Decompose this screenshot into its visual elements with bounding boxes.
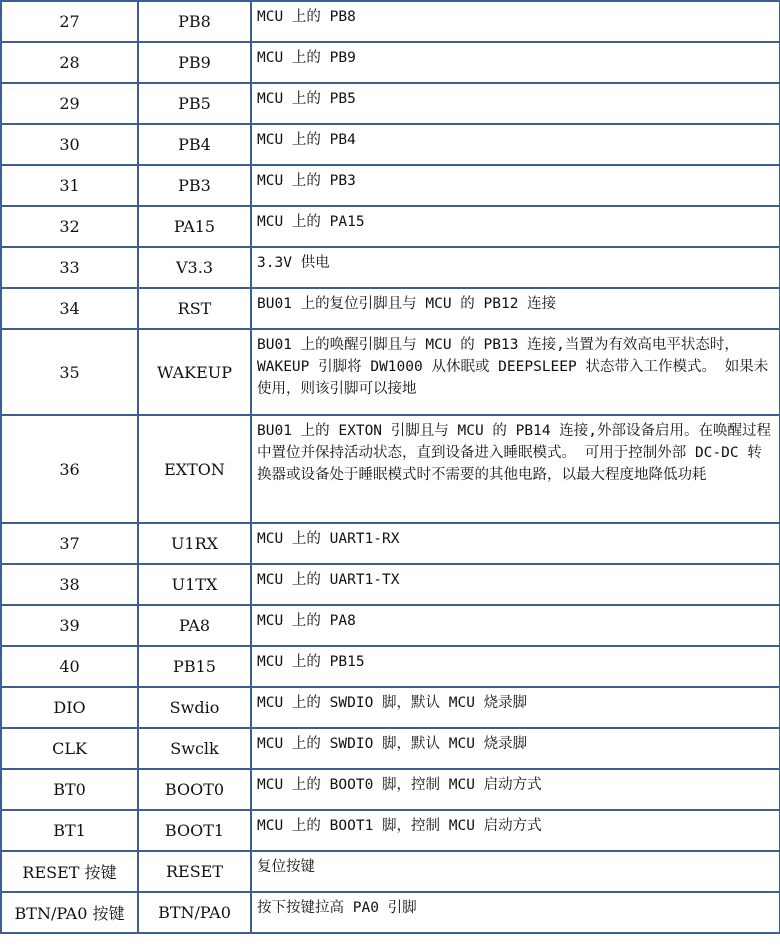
pin-number-cell: BTN/PA0 按键 (1, 892, 138, 933)
pin-number-cell: 30 (1, 124, 138, 165)
table-row (1, 165, 780, 206)
pin-name-cell: EXTON (138, 415, 251, 523)
pin-description-cell: MCU 上的 PB9 (251, 42, 780, 83)
pin-description-cell: MCU 上的 SWDIO 脚，默认 MCU 烧录脚 (251, 728, 780, 769)
pin-name-cell: PB8 (138, 1, 251, 42)
pin-description-cell: BU01 上的复位引脚且与 MCU 的 PB12 连接 (251, 288, 780, 329)
pin-number-cell: 35 (1, 329, 138, 415)
table-row (1, 728, 780, 769)
table-row (1, 646, 780, 687)
pin-number-cell: 38 (1, 564, 138, 605)
pin-name-cell: PB4 (138, 124, 251, 165)
pin-description-cell: 按下按键拉高 PA0 引脚 (251, 892, 780, 933)
pin-description-cell: MCU 上的 PA8 (251, 605, 780, 646)
pin-description-cell: 复位按键 (251, 851, 780, 892)
pin-description-cell: MCU 上的 PB4 (251, 124, 780, 165)
pin-description-cell: MCU 上的 UART1-TX (251, 564, 780, 605)
table-row (1, 83, 780, 124)
table-row (1, 769, 780, 810)
pin-name-cell: BOOT0 (138, 769, 251, 810)
pin-name-cell: PB5 (138, 83, 251, 124)
pin-name-cell: PB3 (138, 165, 251, 206)
table-row (1, 687, 780, 728)
pin-name-cell: PA15 (138, 206, 251, 247)
pin-number-cell: 31 (1, 165, 138, 206)
pin-number-cell: 32 (1, 206, 138, 247)
table-row (1, 1, 780, 42)
table-row (1, 329, 780, 415)
pin-number-cell: 37 (1, 523, 138, 564)
pin-name-cell: RST (138, 288, 251, 329)
table-row (1, 288, 780, 329)
pin-name-cell: V3.3 (138, 247, 251, 288)
pin-number-cell: 34 (1, 288, 138, 329)
pin-description-cell: MCU 上的 PA15 (251, 206, 780, 247)
pin-number-cell: 29 (1, 83, 138, 124)
table-row (1, 42, 780, 83)
table-row (1, 851, 780, 892)
pin-name-cell: Swdio (138, 687, 251, 728)
pin-number-cell: CLK (1, 728, 138, 769)
pin-name-cell: PA8 (138, 605, 251, 646)
pin-number-cell: RESET 按键 (1, 851, 138, 892)
table-row (1, 247, 780, 288)
table-row (1, 206, 780, 247)
pin-number-cell: 36 (1, 415, 138, 523)
pin-number-cell: 40 (1, 646, 138, 687)
table-row (1, 415, 780, 523)
pin-name-cell: PB9 (138, 42, 251, 83)
table-row (1, 124, 780, 165)
pin-name-cell: BOOT1 (138, 810, 251, 851)
pin-name-cell: Swclk (138, 728, 251, 769)
table-row (1, 810, 780, 851)
pin-description-cell: MCU 上的 SWDIO 脚，默认 MCU 烧录脚 (251, 687, 780, 728)
pin-description-cell: MCU 上的 BOOT0 脚，控制 MCU 启动方式 (251, 769, 780, 810)
pin-name-cell: U1TX (138, 564, 251, 605)
pin-number-cell: BT1 (1, 810, 138, 851)
table-row (1, 523, 780, 564)
pin-name-cell: RESET (138, 851, 251, 892)
table-row (1, 605, 780, 646)
pin-description-cell: MCU 上的 UART1-RX (251, 523, 780, 564)
pin-name-cell: BTN/PA0 (138, 892, 251, 933)
pin-name-cell: PB15 (138, 646, 251, 687)
pin-description-cell: BU01 上的 EXTON 引脚且与 MCU 的 PB14 连接,外部设备启用。在唤醒过程中置位并保持活动状态，直到设备进入睡眠模式。 可用于控制外部 DC-DC 转换器或设备处于睡眠模式时不需要的其他电路，以最大程度地降低功耗 (251, 415, 780, 523)
pin-description-cell: MCU 上的 PB5 (251, 83, 780, 124)
pin-number-cell: 33 (1, 247, 138, 288)
pin-number-cell: DIO (1, 687, 138, 728)
pin-description-cell: MCU 上的 PB15 (251, 646, 780, 687)
pin-description-cell: MCU 上的 PB8 (251, 1, 780, 42)
table-row (1, 564, 780, 605)
pin-description-cell: MCU 上的 BOOT1 脚，控制 MCU 启动方式 (251, 810, 780, 851)
pin-description-cell: BU01 上的唤醒引脚且与 MCU 的 PB13 连接,当置为有效高电平状态时，WAKEUP 引脚将 DW1000 从休眠或 DEEPSLEEP 状态带入工作模式。 如果未使用，则该引脚可以接地 (251, 329, 780, 415)
pin-number-cell: 28 (1, 42, 138, 83)
pin-number-cell: 27 (1, 1, 138, 42)
table-row (1, 892, 780, 933)
pin-name-cell: U1RX (138, 523, 251, 564)
pin-name-cell: WAKEUP (138, 329, 251, 415)
pin-number-cell: BT0 (1, 769, 138, 810)
pin-number-cell: 39 (1, 605, 138, 646)
pin-description-cell: MCU 上的 PB3 (251, 165, 780, 206)
pin-description-cell: 3.3V 供电 (251, 247, 780, 288)
